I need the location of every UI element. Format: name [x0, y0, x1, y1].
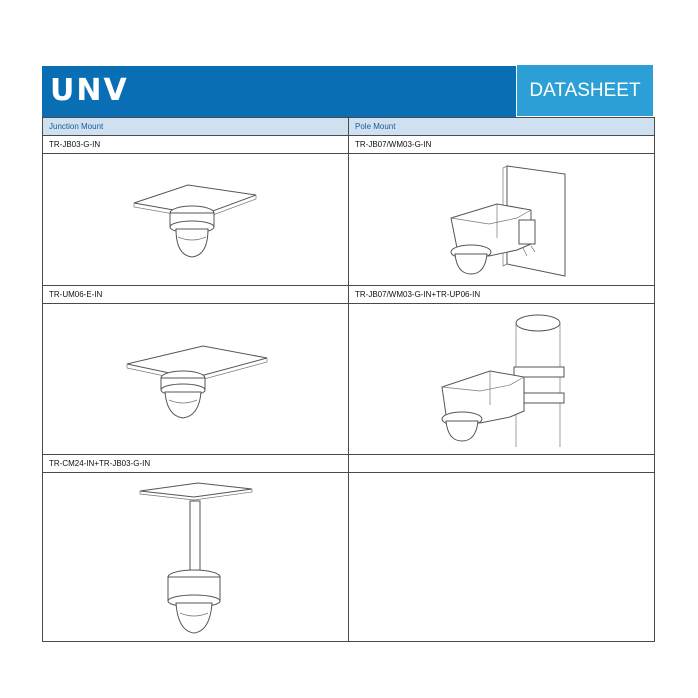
image-cell [349, 304, 655, 455]
table-row [43, 455, 655, 473]
pole-mount-dome-drawing [422, 309, 582, 449]
model-name-cell [349, 455, 655, 473]
model-name-cell: TR-UM06-E-IN [43, 286, 349, 304]
image-cell [43, 304, 349, 455]
model-name-cell: TR-CM24-IN+TR-JB03-G-IN [43, 455, 349, 473]
pendant-mount-dome-drawing [136, 477, 256, 637]
table-row [43, 304, 655, 455]
model-name-cell: TR-JB03-G-IN [43, 136, 349, 154]
table-row [43, 136, 655, 154]
page-header [42, 66, 654, 117]
model-name-cell: TR-JB07/WM03-G-IN [349, 136, 655, 154]
table-header-row [43, 118, 655, 136]
model-name-cell: TR-JB07/WM03-G-IN+TR-UP06-IN [349, 286, 655, 304]
image-cell [43, 154, 349, 286]
datasheet-badge: DATASHEET [516, 64, 654, 117]
ceiling-mount-dome-drawing [121, 324, 271, 434]
wall-mount-dome-drawing [427, 160, 577, 280]
image-cell [349, 154, 655, 286]
column-header-pole-mount: Pole Mount [349, 118, 655, 136]
image-cell [43, 473, 349, 642]
accessory-table [42, 117, 655, 642]
junction-box-dome-drawing [126, 165, 266, 275]
empty-image-cell [349, 473, 655, 642]
table-row [43, 286, 655, 304]
column-header-junction-mount: Junction Mount [43, 118, 349, 136]
table-row [43, 154, 655, 286]
table-row [43, 473, 655, 642]
brand-logo: UNV [50, 73, 129, 108]
